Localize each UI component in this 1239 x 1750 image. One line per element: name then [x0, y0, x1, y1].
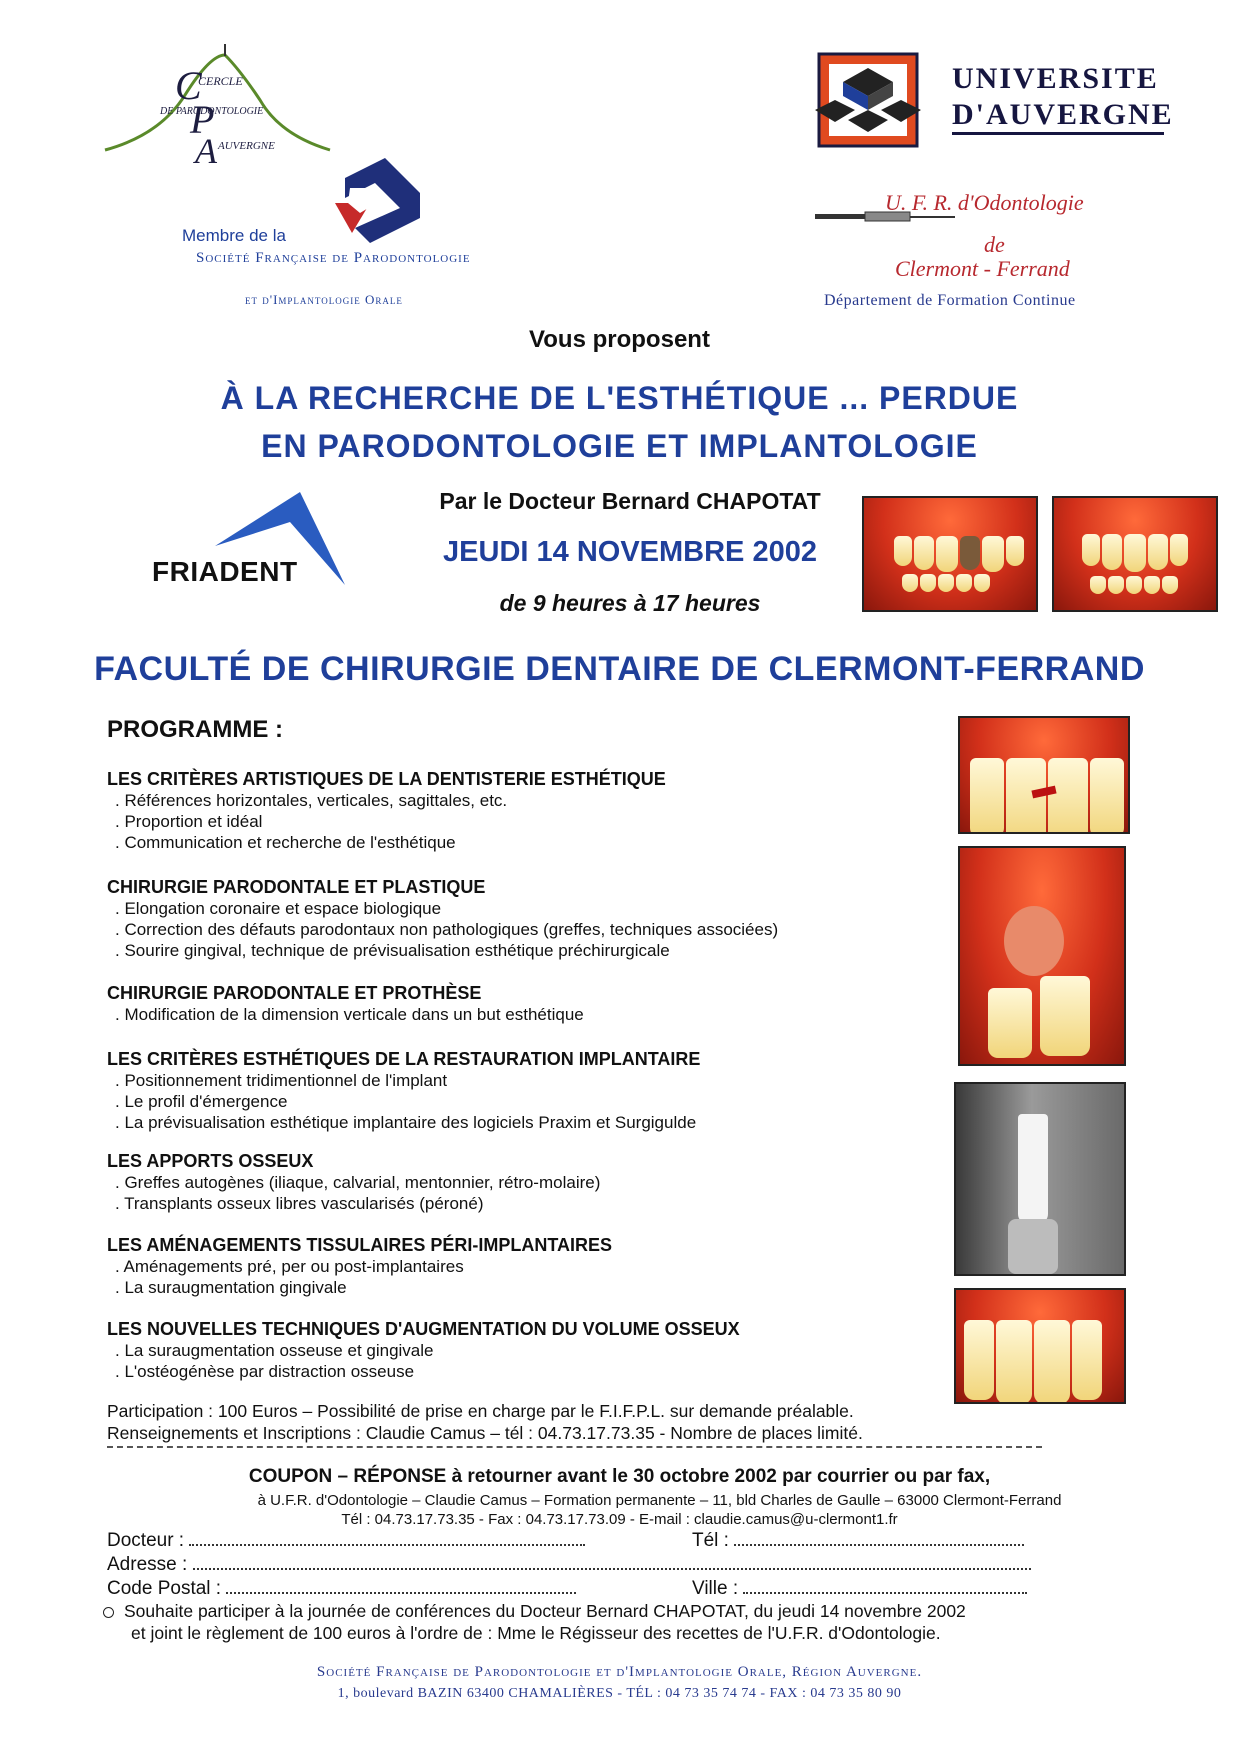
section-item: . Correction des défauts parodontaux non pathologiques (greffes, techniques associées): [107, 919, 947, 940]
intro-text: Vous proposent: [529, 326, 710, 353]
smile-photo-before: [862, 496, 1038, 612]
speaker-line: Par le Docteur Bernard CHAPOTAT: [439, 488, 821, 514]
section-item: . Transplants osseux libres vascularisés (péroné): [107, 1193, 947, 1214]
main-title-line2: EN PARODONTOLOGIE ET IMPLANTOLOGIE: [261, 428, 978, 464]
friadent-wordmark: FRIADENT: [152, 556, 298, 587]
event-hours: de 9 heures à 17 heures: [499, 590, 761, 616]
programme-title: PROGRAMME :: [107, 716, 283, 743]
universite-cubes-icon: [815, 50, 921, 150]
faculty-name: FACULTÉ DE CHIRURGIE DENTAIRE DE CLERMONT-FERRAND: [94, 650, 1145, 688]
footer-society: Société Française de Parodontologie et d'Implantologie Orale, Région Auvergne.: [316, 1664, 923, 1680]
clinical-photo-final-smile: [954, 1288, 1126, 1404]
section-title: LES AMÉNAGEMENTS TISSULAIRES PÉRI-IMPLANTAIRES: [107, 1235, 613, 1255]
participation-line1: Participation : 100 Euros – Possibilité de prise en charge par le F.I.F.P.L. sur demande préalable.: [107, 1401, 854, 1421]
code-postal-input[interactable]: [226, 1578, 576, 1594]
section-title: LES CRITÈRES ARTISTIQUES DE LA DENTISTERIE ESTHÉTIQUE: [107, 769, 666, 789]
section-title: LES APPORTS OSSEUX: [107, 1151, 314, 1171]
programme-section-1: [107, 768, 947, 853]
section-item: . La suraugmentation gingivale: [107, 1277, 947, 1298]
event-date: JEUDI 14 NOVEMBRE 2002: [443, 536, 817, 568]
participation-checkbox[interactable]: [103, 1607, 114, 1618]
coupon-address: à U.F.R. d'Odontologie – Claudie Camus – Formation permanente – 11, bld Charles de Gaulle – 63000 Clermont-Ferrand: [257, 1492, 1062, 1509]
tel-label: Tél :: [692, 1530, 729, 1551]
section-item: . La suraugmentation osseuse et gingivale: [107, 1340, 947, 1361]
docteur-field[interactable]: [107, 1530, 585, 1552]
tel-input[interactable]: [734, 1530, 1024, 1546]
section-item: . L'ostéogénèse par distraction osseuse: [107, 1361, 947, 1382]
coupon-contact: Tél : 04.73.17.73.35 - Fax : 04.73.17.73.09 - E-mail : claudie.camus@u-clermont1.fr: [341, 1511, 898, 1528]
smile-photo-after: [1052, 496, 1218, 612]
membre-label: Membre de la: [182, 226, 286, 245]
tel-field[interactable]: [692, 1530, 1024, 1552]
ufr-line1: U. F. R. d'Odontologie: [885, 190, 1084, 215]
main-title-line1: À LA RECHERCHE DE L'ESTHÉTIQUE ... PERDUE: [220, 380, 1019, 416]
code-postal-label: Code Postal :: [107, 1578, 222, 1599]
ufr-department: Département de Formation Continue: [824, 292, 1076, 309]
section-item: . Aménagements pré, per ou post-implantaires: [107, 1256, 947, 1277]
ufr-line3: Clermont - Ferrand: [895, 256, 1070, 281]
footer-address: 1, boulevard BAZIN 63400 CHAMALIÈRES - TÉL : 04 73 35 74 74 - FAX : 04 73 35 80 90: [337, 1686, 902, 1701]
programme-section-5: [107, 1150, 947, 1214]
sfpio-name-line1: Société Française de Parodontologie: [196, 250, 471, 266]
xray-implant-photo: [954, 1082, 1126, 1276]
universite-title-line2: D'AUVERGNE: [952, 98, 1174, 131]
cut-line: [107, 1446, 1042, 1448]
section-item: . Communication et recherche de l'esthétique: [107, 832, 947, 853]
adresse-field[interactable]: [107, 1554, 1031, 1576]
ville-input[interactable]: [743, 1578, 1027, 1594]
participation-checkbox-statement: [103, 1600, 966, 1644]
adresse-input[interactable]: [193, 1554, 1031, 1570]
clinical-photo-incisor: [958, 716, 1130, 834]
ufr-line2: de: [984, 232, 1005, 257]
cercle-line-1: CERCLE: [198, 74, 243, 88]
section-title: LES NOUVELLES TECHNIQUES D'AUGMENTATION DU VOLUME OSSEUX: [107, 1319, 740, 1339]
coupon-title: COUPON – RÉPONSE à retourner avant le 30 octobre 2002 par courrier ou par fax,: [248, 1466, 991, 1487]
section-title: CHIRURGIE PARODONTALE ET PROTHÈSE: [107, 983, 482, 1003]
sfpio-emblem-icon: [330, 158, 425, 253]
programme-section-2: [107, 876, 947, 961]
universite-underline: [952, 132, 1164, 135]
section-title: LES CRITÈRES ESTHÉTIQUES DE LA RESTAURATION IMPLANTAIRE: [107, 1049, 701, 1069]
universite-auvergne-logo: [815, 50, 921, 150]
adresse-label: Adresse :: [107, 1554, 188, 1575]
sfpio-logo: [330, 158, 425, 253]
programme-section-7: [107, 1318, 947, 1382]
section-item: . Positionnement tridimentionnel de l'implant: [107, 1070, 947, 1091]
sfpio-name-line2: et d'Implantologie Orale: [245, 292, 403, 307]
souhaite-line1: Souhaite participer à la journée de conférences du Docteur Bernard CHAPOTAT, du jeudi 14 novembre 2002: [124, 1601, 966, 1621]
cercle-line-3: AUVERGNE: [218, 140, 275, 152]
programme-section-4: [107, 1048, 947, 1133]
section-item: . La prévisualisation esthétique implantaire des logiciels Praxim et Surgigulde: [107, 1112, 947, 1133]
programme-section-6: [107, 1234, 947, 1298]
code-postal-field[interactable]: [107, 1578, 576, 1600]
section-title: CHIRURGIE PARODONTALE ET PLASTIQUE: [107, 877, 486, 897]
section-item: . Modification de la dimension verticale dans un but esthétique: [107, 1004, 947, 1025]
universite-title-line1: UNIVERSITE: [952, 62, 1159, 95]
souhaite-line2: et joint le règlement de 100 euros à l'ordre de : Mme le Régisseur des recettes de l'U.F.R. d'Odontologie.: [131, 1623, 941, 1643]
section-item: . Proportion et idéal: [107, 811, 947, 832]
participation-line2: Renseignements et Inscriptions : Claudie Camus – tél : 04.73.17.73.35 - Nombre de places limité.: [107, 1423, 863, 1443]
section-item: . Elongation coronaire et espace biologique: [107, 898, 947, 919]
section-item: . Le profil d'émergence: [107, 1091, 947, 1112]
programme-section-3: [107, 982, 947, 1025]
clinical-photo-surgery: [958, 846, 1126, 1066]
participation-info: [107, 1400, 863, 1444]
docteur-label: Docteur :: [107, 1530, 185, 1551]
docteur-input[interactable]: [189, 1530, 585, 1546]
ville-label: Ville :: [692, 1578, 739, 1599]
section-item: . Références horizontales, verticales, sagittales, etc.: [107, 790, 947, 811]
ville-field[interactable]: [692, 1578, 1027, 1600]
cercle-parodontologie-logo: C CERCLE P DE PARODONTOLOGIE A AUVERGNE: [100, 40, 340, 170]
section-item: . Greffes autogènes (iliaque, calvarial, mentonnier, rétro-molaire): [107, 1172, 947, 1193]
cercle-line-2: DE PARODONTOLOGIE: [160, 106, 264, 117]
section-item: . Sourire gingival, technique de prévisualisation esthétique préchirurgicale: [107, 940, 947, 961]
